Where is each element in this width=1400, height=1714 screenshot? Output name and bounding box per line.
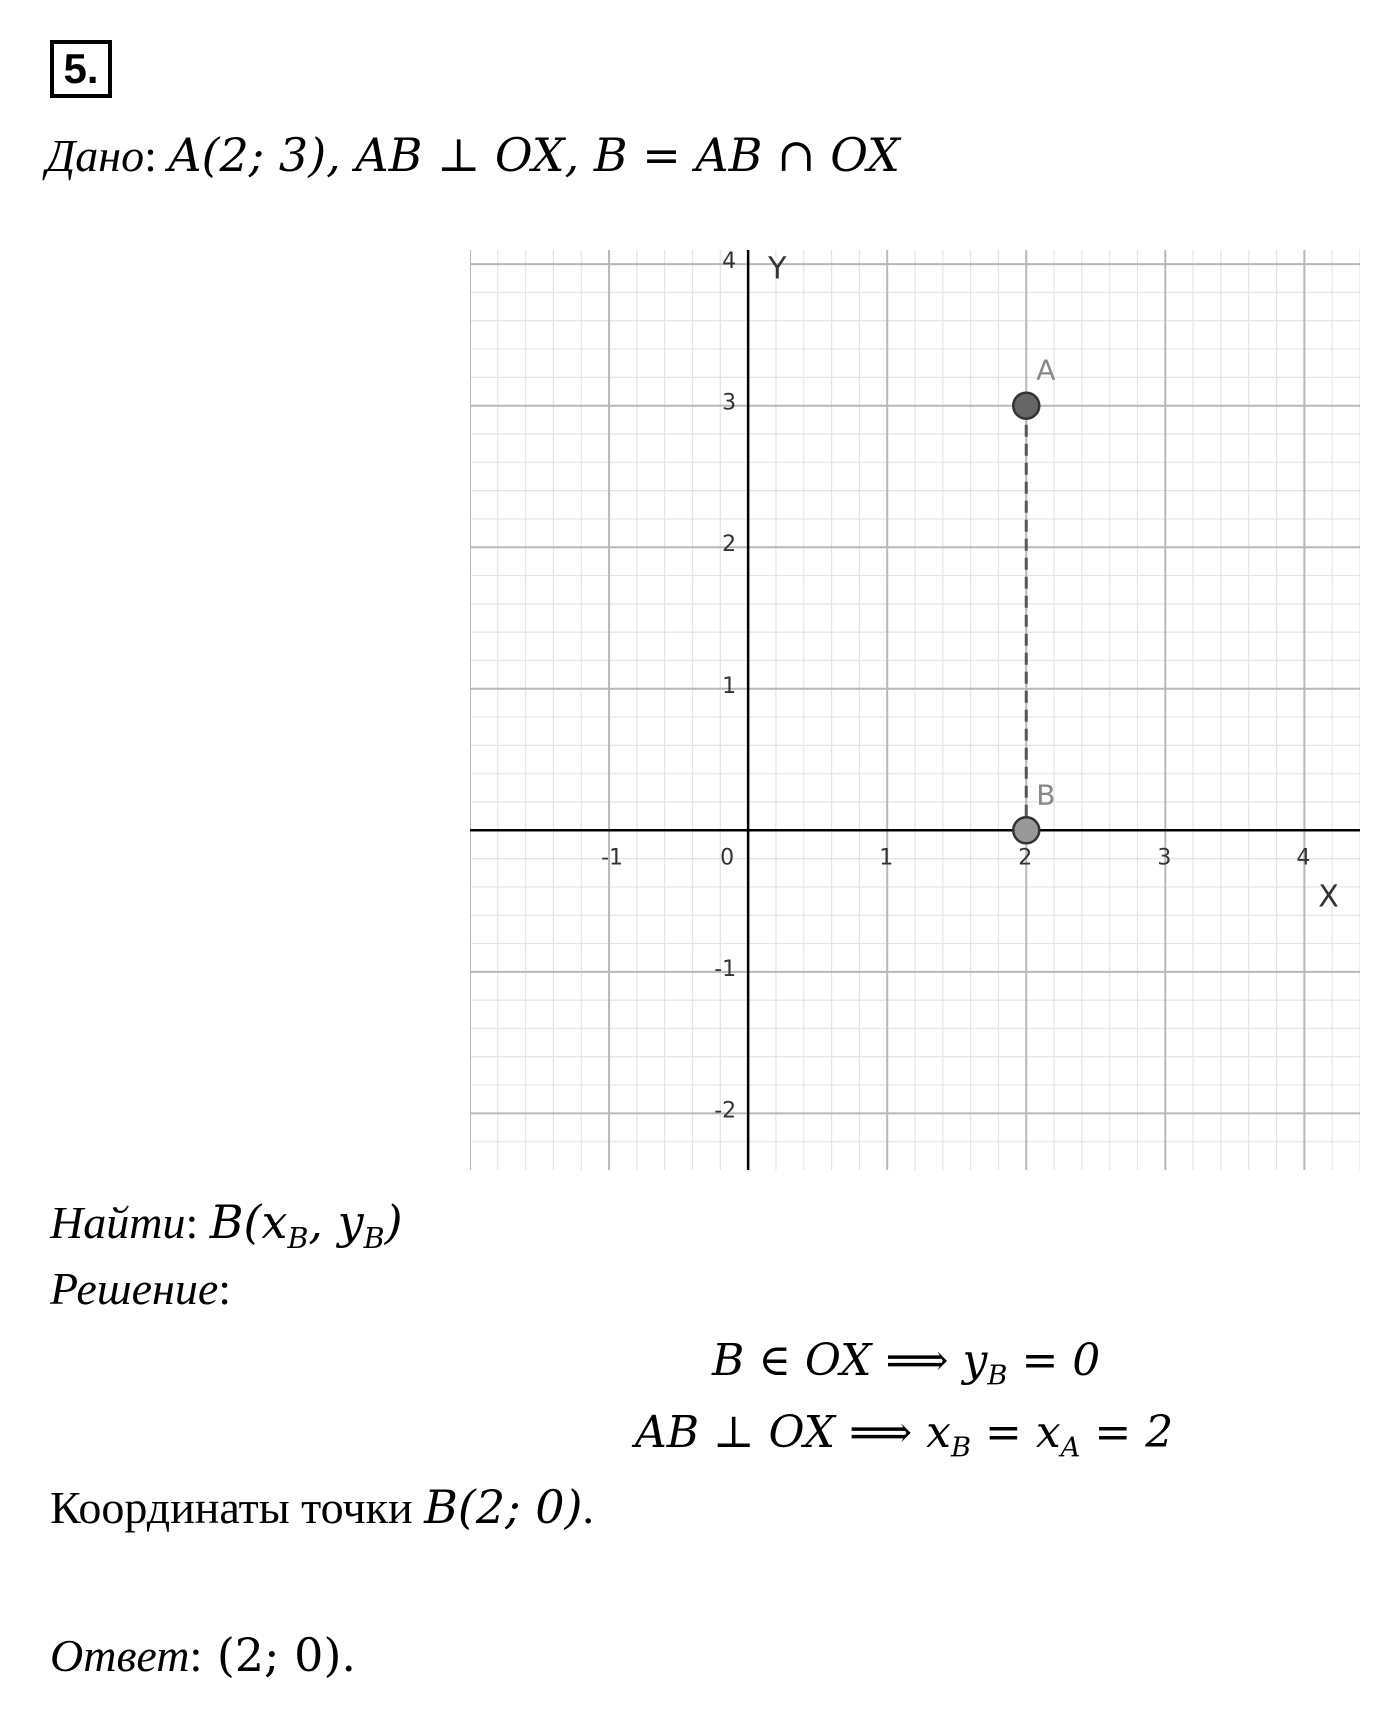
point-b bbox=[1013, 817, 1039, 843]
answer-line bbox=[50, 1628, 356, 1682]
x-tick-label: 1 bbox=[879, 845, 894, 871]
eq2-mid: = x bbox=[971, 1407, 1061, 1458]
equation-2 bbox=[635, 1407, 1173, 1464]
eq2-sub2: A bbox=[1060, 1432, 1081, 1464]
y-tick-label: -1 bbox=[714, 956, 737, 982]
x-tick-label: 3 bbox=[1157, 845, 1172, 871]
y-tick-label: 3 bbox=[722, 390, 737, 416]
solution-line bbox=[50, 1262, 231, 1315]
y-tick-label: -2 bbox=[714, 1098, 737, 1124]
find-expr-main: B(x bbox=[209, 1195, 288, 1249]
find-label: Найти bbox=[50, 1197, 186, 1248]
given-line bbox=[46, 128, 900, 182]
x-tick-labels bbox=[601, 845, 1310, 870]
find-colon: : bbox=[185, 1197, 199, 1248]
eq1-part-a: B ∈ OX ⟹ y bbox=[712, 1335, 988, 1386]
given-statement: A(2; 3), AB ⊥ OX, B = AB ∩ OX bbox=[168, 128, 900, 182]
y-tick-label: 2 bbox=[722, 532, 737, 558]
given-label: Дано bbox=[46, 130, 145, 181]
find-expr-end: ) bbox=[384, 1195, 403, 1249]
points bbox=[1013, 354, 1055, 844]
coordinates-line bbox=[50, 1480, 594, 1534]
point-a bbox=[1013, 393, 1039, 419]
find-expr-mid: , y bbox=[308, 1195, 364, 1249]
given-colon: : bbox=[144, 130, 157, 181]
answer-colon: : bbox=[189, 1630, 203, 1681]
find-expr-sub1: B bbox=[287, 1221, 309, 1255]
y-tick-label: 1 bbox=[722, 673, 737, 699]
find-expr-sub2: B bbox=[363, 1221, 385, 1255]
find-expression bbox=[209, 1195, 403, 1255]
eq1-sub: B bbox=[987, 1360, 1008, 1392]
minor-grid bbox=[470, 250, 1360, 1170]
answer-label: Ответ bbox=[50, 1630, 190, 1681]
coords-text: Координаты точки bbox=[50, 1482, 425, 1533]
x-tick-label: -1 bbox=[601, 845, 623, 871]
answer-value: (2; 0). bbox=[202, 1628, 357, 1682]
x-tick-label: 4 bbox=[1296, 845, 1311, 871]
problem-number: 5. bbox=[50, 40, 112, 98]
find-line bbox=[50, 1195, 403, 1255]
coordinate-graph bbox=[470, 250, 1360, 1170]
eq2-part-b: = 2 bbox=[1080, 1407, 1174, 1458]
x-tick-label: 2 bbox=[1018, 845, 1033, 871]
x-axis-label: X bbox=[1318, 879, 1339, 915]
y-tick-labels bbox=[714, 250, 736, 1123]
point-label-a: A bbox=[1036, 353, 1056, 387]
eq2-part-a: AB ⊥ OX ⟹ x bbox=[635, 1407, 951, 1458]
y-axis-label: Y bbox=[768, 251, 787, 287]
solution-label: Решение bbox=[50, 1263, 219, 1314]
eq1-part-b: = 0 bbox=[1007, 1335, 1101, 1386]
coords-end: . bbox=[582, 1482, 594, 1533]
equation-1 bbox=[712, 1335, 1100, 1392]
y-tick-label: 4 bbox=[722, 250, 737, 275]
eq2-sub1: B bbox=[950, 1432, 971, 1464]
x-tick-label: 0 bbox=[720, 845, 735, 871]
coords-expression: B(2; 0) bbox=[424, 1480, 583, 1534]
solution-colon: : bbox=[218, 1263, 232, 1314]
point-label-b: B bbox=[1036, 778, 1056, 812]
